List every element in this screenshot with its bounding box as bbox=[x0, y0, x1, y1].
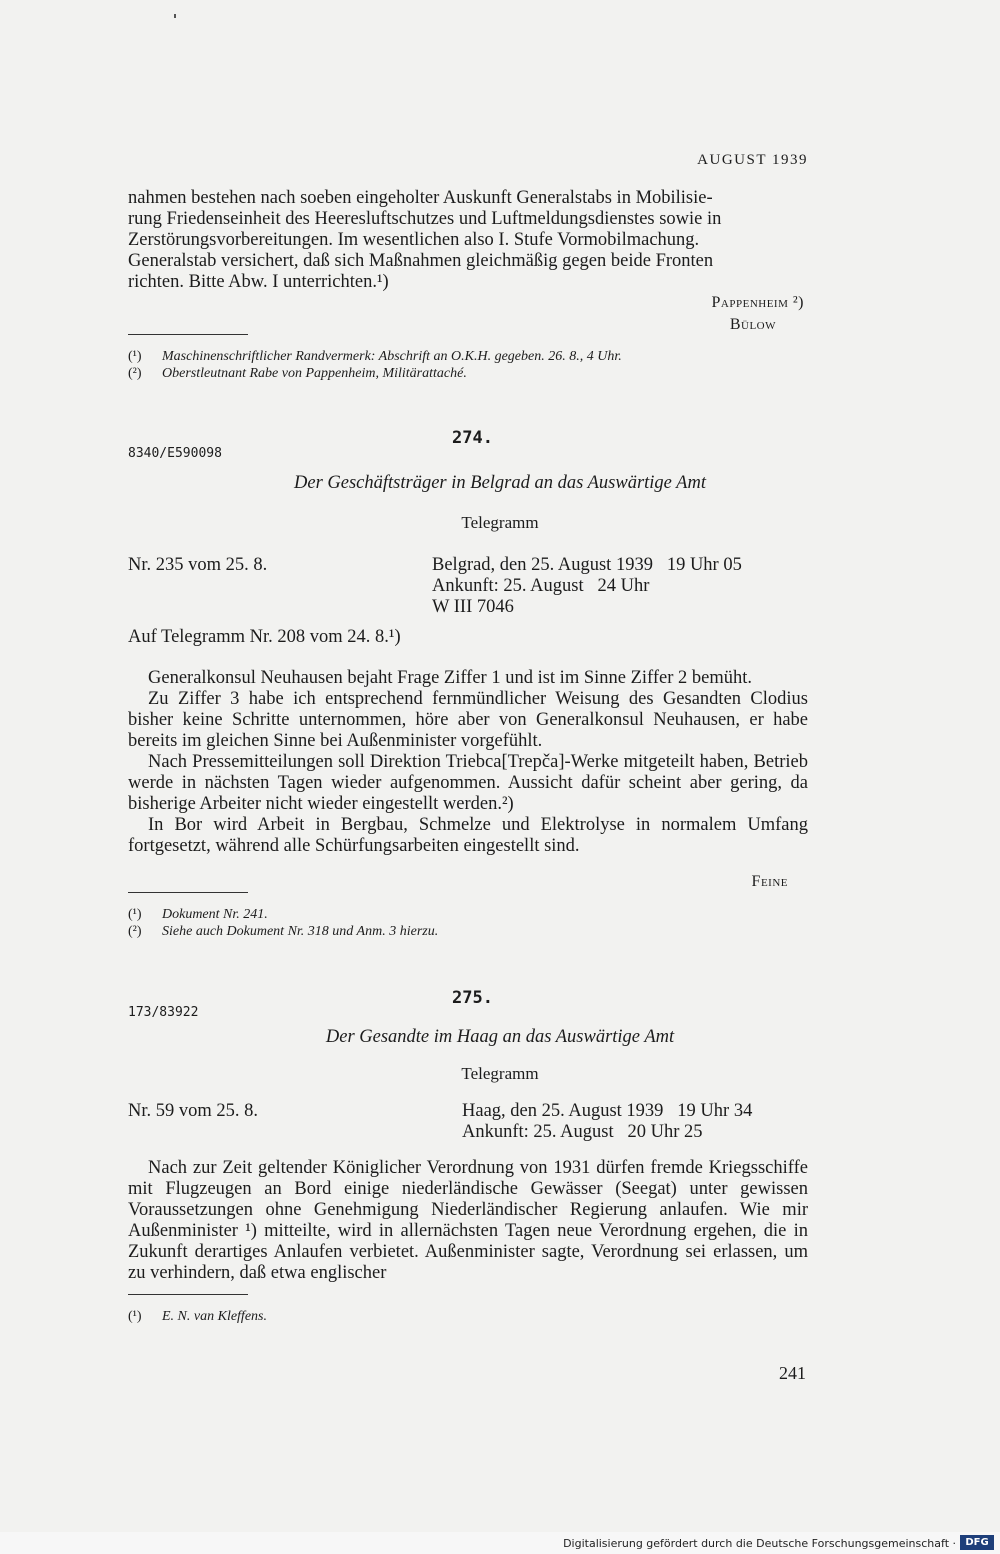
signature-pappenheim: Pappenheim ²) bbox=[711, 294, 804, 311]
arrival-time: Ankunft: 25. August 24 Uhr bbox=[432, 576, 650, 596]
text-line: rung Friedenseinheit des Heeresluftschutzes und Luftmeldungsdienstes sowie in bbox=[128, 209, 722, 229]
document-type: Telegramm bbox=[461, 513, 539, 532]
running-head: AUGUST 1939 bbox=[697, 152, 808, 168]
document-title: Der Geschäftsträger in Belgrad an das Auswärtige Amt bbox=[294, 473, 706, 493]
document-title: Der Gesandte im Haag an das Auswärtige Amt bbox=[325, 1027, 675, 1047]
paragraph: Zu Ziffer 3 habe ich entsprechend fernmündlicher Weisung des Gesandten Clodius bisher keine Schritte unternommen, höre aber von Generalkonsul Neuhausen, er habe bereits im gleichen Sinne bei Außenminister vorgefühlt. bbox=[128, 689, 808, 751]
continuation-text bbox=[128, 188, 808, 293]
scan-speck bbox=[174, 14, 176, 18]
place-date: Belgrad, den 25. August 1939 19 Uhr 05 bbox=[432, 555, 742, 575]
document-number: 275. bbox=[452, 988, 493, 1008]
footnote: (¹) E. N. van Kleffens. bbox=[128, 1309, 267, 1324]
text-line: nahmen bestehen nach soeben eingeholter Auskunft Generalstabs in Mobilisie- bbox=[128, 188, 713, 208]
footnote-rule bbox=[128, 892, 248, 893]
place-date: Haag, den 25. August 1939 19 Uhr 34 bbox=[462, 1101, 753, 1121]
signature-feine: Feine bbox=[751, 873, 788, 890]
telegram-body bbox=[128, 1158, 808, 1284]
footnote-rule bbox=[128, 334, 248, 335]
registry-reference: W III 7046 bbox=[432, 597, 514, 617]
document-number: 274. bbox=[452, 428, 493, 448]
signature-buelow: Bülow bbox=[729, 316, 776, 333]
telegram-number: Nr. 235 vom 25. 8. bbox=[128, 555, 268, 575]
paragraph: Nach Pressemitteilungen soll Direktion Triebca[Trepča]-Werke mitgeteilt haben, Betrieb werde in nächsten Tagen wieder aufgenommen. Aussicht dafür scheint aber gering, da bisherige Arbeiter nicht wieder eingestellt werden.²) bbox=[128, 752, 808, 814]
page-number: 241 bbox=[779, 1363, 806, 1383]
footnotes bbox=[128, 348, 622, 382]
footnote: (²) Siehe auch Dokument Nr. 318 und Anm. 3 hierzu. bbox=[128, 924, 439, 939]
opening-line: Auf Telegramm Nr. 208 vom 24. 8.¹) bbox=[128, 627, 401, 647]
telegram-body bbox=[128, 668, 808, 857]
footnote: (¹) Maschinenschriftlicher Randvermerk: Abschrift an O.K.H. gegeben. 26. 8., 4 Uhr. bbox=[128, 349, 622, 364]
paragraph: In Bor wird Arbeit in Bergbau, Schmelze und Elektrolyse in normalem Umfang fortgesetzt, während alle Schürfungsarbeiten eingestellt sind. bbox=[128, 815, 808, 856]
archive-reference: 173/83922 bbox=[128, 1005, 199, 1020]
funding-credit: Digitalisierung gefördert durch die Deutsche Forschungsgemeinschaft · bbox=[563, 1537, 956, 1550]
footnotes bbox=[128, 1308, 267, 1325]
text-line: richten. Bitte Abw. I unterrichten.¹) bbox=[128, 272, 389, 292]
paragraph: Nach zur Zeit geltender Königlicher Verordnung von 1931 dürfen fremde Kriegsschiffe mit Flugzeugen an Bord einige niederländische Gewässer (Seegat) unter gewissen Voraussetzungen ohne Genehmigung Niederländischer Regierung anlaufen. Wie mir Außenminister ¹) mitteilte, wird in allernächsten Tagen neue Verordnung ergehen, die in Zukunft derartiges Anlaufen verbietet. Außenminister sagte, Verordnung sei erlassen, um zu verhindern, daß etwa englischer bbox=[128, 1158, 808, 1283]
dfg-logo-icon: DFG bbox=[960, 1535, 994, 1550]
paragraph: Generalkonsul Neuhausen bejaht Frage Ziffer 1 und ist im Sinne Ziffer 2 bemüht. bbox=[148, 668, 753, 688]
footnotes bbox=[128, 906, 438, 940]
footnote: (¹) Dokument Nr. 241. bbox=[128, 907, 268, 922]
archive-reference: 8340/E590098 bbox=[128, 446, 222, 461]
text-line: Zerstörungsvorbereitungen. Im wesentlichen also I. Stufe Vormobilmachung. bbox=[128, 230, 700, 250]
footnote-rule bbox=[128, 1294, 248, 1295]
document-type: Telegramm bbox=[461, 1064, 539, 1083]
telegram-number: Nr. 59 vom 25. 8. bbox=[128, 1101, 259, 1121]
footnote: (²) Oberstleutnant Rabe von Pappenheim, Militärattaché. bbox=[128, 366, 467, 381]
text-line: Generalstab versichert, daß sich Maßnahmen gleichmäßig gegen beide Fronten bbox=[128, 251, 714, 271]
arrival-time: Ankunft: 25. August 20 Uhr 25 bbox=[462, 1122, 703, 1142]
